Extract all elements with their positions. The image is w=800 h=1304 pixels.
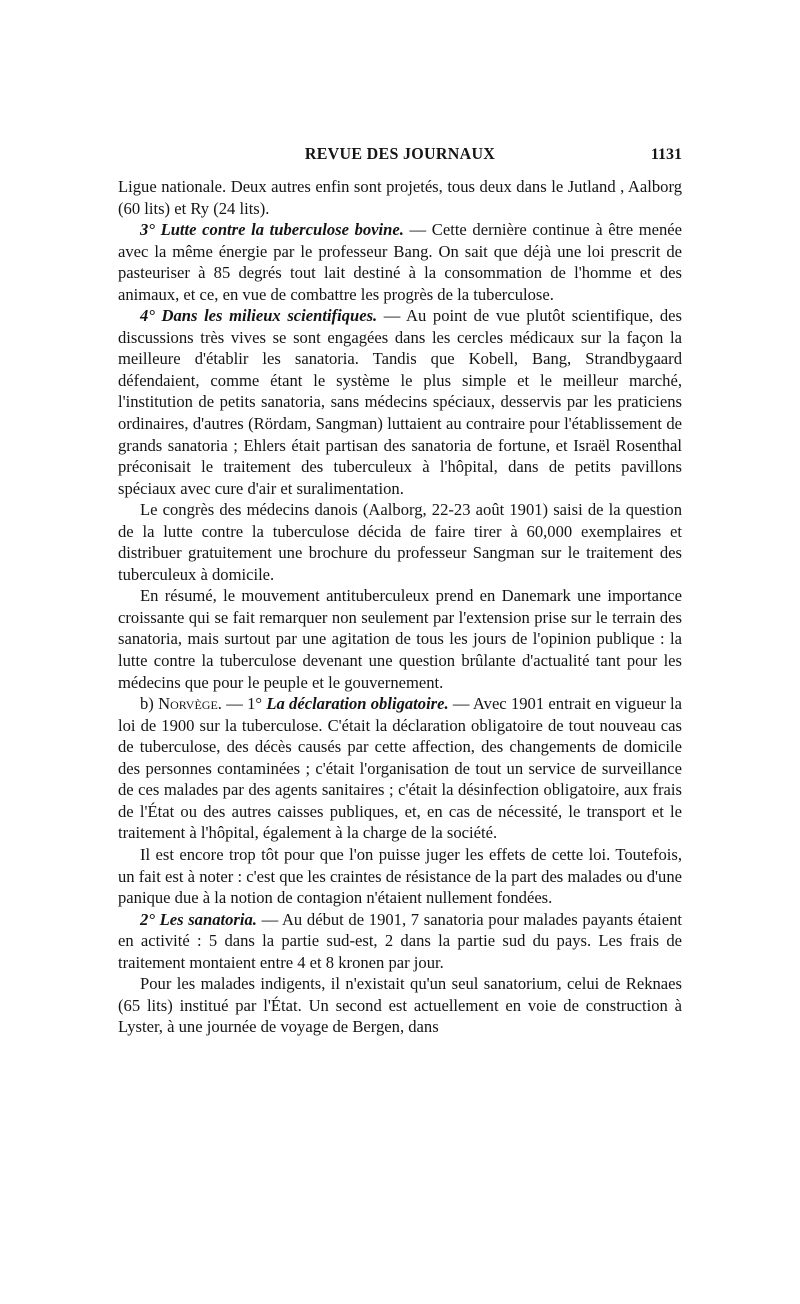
section-number: — 1° <box>221 694 267 714</box>
paragraph <box>118 305 682 499</box>
paragraph-text: — Cette dernière continue à être menée avec la même énergie par le professeur Bang. On sait que déjà une loi prescrit de pasteuriser à 85 degrés tout lait destiné à la consommation de l'homme et des animaux, et ce, en vue de combattre les progrès de la tuberculose. <box>118 220 683 304</box>
page-number: 1131 <box>650 146 682 163</box>
paragraph-text: Le congrès des médecins danois (Aalborg, 22-23 août 1901) saisi de la question de la lutte contre la tuberculose décida de faire tirer à 60,000 exemplaires et distribuer gratuitement une brochure du professeur Sangman sur le traitement des tuberculeux à domicile. <box>118 500 682 584</box>
paragraph <box>118 909 682 974</box>
section-heading: 3° Lutte contre la tuberculose bovine. <box>140 220 404 240</box>
paragraph-text: En résumé, le mouvement antituberculeux prend en Danemark une importance croissante qui se fait remarquer non seulement par l'extension prise sur le terrain des sanatoria, mais surtout par une agitation de tous les jours de l'opinion publique : la lutte contre la tuberculose devenant une question brûlante d'actualité tant pour les médecins que pour le peuple et le gouvernement. <box>118 586 682 692</box>
paragraph <box>118 176 682 219</box>
running-title: REVUE DES JOURNAUX <box>304 145 496 164</box>
section-heading: 2° Les sanatoria. <box>140 909 257 929</box>
section-heading: La déclaration obligatoire. <box>266 694 449 714</box>
paragraph-text: — Au début de 1901, 7 sanatoria pour malades payants étaient en activité : 5 dans la partie sud-est, 2 dans la partie sud du pays. Les frais de traitement montaient entre 4 et 8 kronen par jour. <box>118 909 683 972</box>
section-heading: 4° Dans les milieux scientifiques. <box>140 306 378 326</box>
paragraph <box>118 693 682 844</box>
paragraph-text: — Avec 1901 entrait en vigueur la loi de 1900 sur la tuberculose. C'était la déclaration obligatoire de tout nouveau cas de tuberculose, des décès causés par cette affection, des changements de domicile des personnes contaminées ; c'était l'organisation de tout un service de surveillance de ces malades par des agents sanitaires ; c'était la désinfection obligatoire, aux frais de l'État ou des autres caisses publiques, et, en cas de nécessité, le transport et le traitement à l'hôpital, également à la charge de la société. <box>118 694 682 843</box>
paragraph-text: Ligue nationale. Deux autres enfin sont projetés, tous deux dans le Jutland , Aalborg (60 lits) et Ry (24 lits). <box>118 177 682 218</box>
paragraph <box>118 499 682 585</box>
paragraph-text: Pour les malades indigents, il n'existait qu'un seul sanatorium, celui de Reknaes (65 lits) institué par l'État. Un second est actuellement en voie de construction à Lyster, à une journée de voyage de Bergen, dans <box>118 974 682 1037</box>
paragraph <box>118 219 682 305</box>
country-heading: Norvège. <box>158 694 222 714</box>
paragraph <box>118 973 682 1038</box>
paragraph <box>118 585 682 693</box>
paragraph <box>118 844 682 909</box>
paragraph-text: — Au point de vue plutôt scientifique, des discussions très vives se sont engagées dans les cercles médicaux sur la façon la meilleure d'établir les sanatoria. Tandis que Kobell, Bang, Strandbygaard défendaient, comme étant le système le plus simple et le meilleur marché, l'institution de petits sanatoria, sans médecins spéciaux, desservis par les praticiens ordinaires, d'autres (Rördam, Sangman) luttaient au contraire pour l'établissement de grands sanatoria ; Ehlers était partisan des sanatoria de fortune, et Israël Rosenthal préconisait le traitement des tuberculeux à l'hôpital, dans de petits pavillons spéciaux avec cure d'air et suralimentation. <box>118 306 683 498</box>
paragraph-text: Il est encore trop tôt pour que l'on puisse juger les effets de cette loi. Toutefois, un fait est à noter : c'est que les craintes de résistance de la part des malades ou d'une panique due à la notion de contagion n'étaient nullement fondées. <box>118 844 682 908</box>
running-header <box>118 146 682 168</box>
body-text <box>118 176 682 1038</box>
section-prefix: b) <box>140 694 159 714</box>
